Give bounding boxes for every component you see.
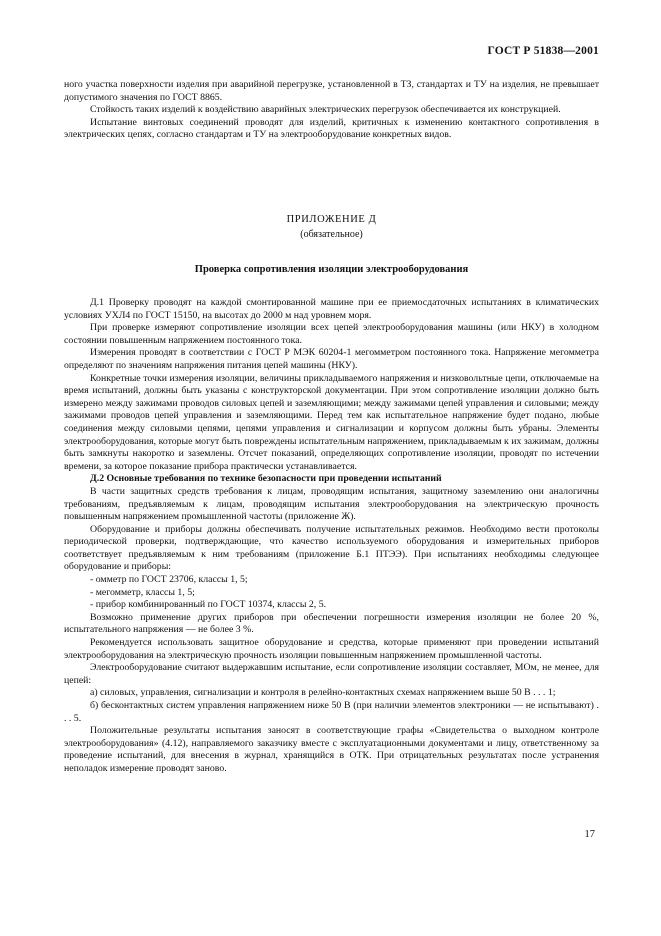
paragraph: Стойкость таких изделий к воздействию аварийных электрических перегрузок обеспечивается их конструкцией. [90, 104, 561, 116]
document-header-standard: ГОСТ Р 51838—2001 [487, 45, 599, 57]
list-item: - мегомметр, классы 1, 5; [90, 586, 195, 598]
list-item: - прибор комбинированный по ГОСТ 10374, классы 2, 5. [90, 599, 327, 611]
paragraph: При проверке измеряют сопротивление изоляции всех цепей электрооборудования машины (или НКУ) в холодном состоянии повышенным напряжением постоянного тока. [64, 322, 599, 346]
paragraph: Измерения проводят в соответствии с ГОСТ Р МЭК 60204-1 мегомметром постоянного тока. Напряжение мегомметра определяют по значениям напряжения питания цепей машины (НКУ). [64, 347, 599, 371]
list-item: - омметр по ГОСТ 23706, классы 1, 5; [90, 574, 248, 586]
paragraph-item-a: а) силовых, управления, сигнализации и контроля в релейно-контактных схемах напряжением выше 50 В . . . 1; [90, 687, 556, 699]
paragraph: Положительные результаты испытания заносят в соответствующие графы «Свидетельства о выходном контроле электрооборудования» (4.12), направляемого заказчику вместе с эксплуатационными документами и лицу, ответственному за проведение испытаний, для внесения в журнал, хранящийся в ОТК. При отрицательных результатах после устранения неполадок измерение проводят заново. [64, 725, 599, 774]
paragraph: Испытание винтовых соединений проводят для изделий, критичных к изменению контактного сопротивления в электрических цепях, согласно стандартам и ТУ на электрооборудование конкретных видов. [64, 116, 599, 141]
paragraph-d1: Д.1 Проверку проводят на каждой смонтированной машине при ее приемосдаточных испытаниях в климатических условиях УХЛ4 по ГОСТ 15150, на высотах до 2000 м над уровнем моря. [64, 297, 599, 321]
paragraph: В части защитных средств требования к лицам, проводящим испытания, защитному заземлению они аналогичны требованиям, предъявляемым к лицам, проводящим испытания электрооборудования на электрическую прочность повышенным напряжением промышленной частоты (приложение Ж). [64, 485, 599, 523]
subsection-heading-d2: Д.2 Основные требования по технике безопасности при проведении испытаний [90, 473, 442, 485]
section-title: Проверка сопротивления изоляции электрооборудования [194, 264, 469, 275]
paragraph-item-b: б) бесконтактных систем управления напряжением ниже 50 В (при наличии элементов электроники — не испытывают) . . . 5. [64, 700, 599, 724]
page-number: 17 [584, 829, 595, 840]
paragraph: Конкретные точки измерения изоляции, величины прикладываемого напряжения и низковольтные цепи, отключаемые на время испытаний, должны быть указаны с конструкторской документации. При этом сопротивление изоляции должно быть измерено между зажимами проводов силовых цепей и заземляющими; между зажимами цепей управления и силовыми; между зажимами проводов цепей управления и заземляющими. Перед тем как испытательное напряжение будет подано, любые соединения между силовыми цепями, цепями управления и сигнализации и корпусом должны быть убраны. Элементы электрооборудования, которые могут быть повреждены испытательным напряжением, прикладываемым к их зажимам, должны быть замкнуты накоротко и заземлены. Отсчет показаний, определяющих сопротивление изоляции, проводят по истечении времени, за которое показание прибора практически устанавливается. [64, 372, 599, 472]
paragraph: Электрооборудование считают выдержавшим испытание, если сопротивление изоляции составляет, МОм, не менее, для цепей: [64, 662, 599, 686]
paragraph: Оборудование и приборы должны обеспечивать получение испытательных режимов. Необходимо вести протоколы периодической проверки, подтверждающие, что качество используемого оборудования и измерительных приборов соответствует предъявляемым к ним требованиям (приложение Б.1 ПТЭЭ). При испытаниях необходимы следующее оборудование и приборы: [64, 523, 599, 573]
paragraph: Возможно применение других приборов при обеспечении погрешности измерения изоляции не более 20 %, испытательного напряжения — не более 3 %. [64, 611, 599, 636]
top-text-block [64, 79, 599, 142]
appendix-subtitle: (обязательное) [300, 229, 363, 240]
paragraph-continuation: ного участка поверхности изделия при аварийной перегрузке, установленной в ТЗ, стандартах и ТУ на изделия, не превышает допустимого значения по ГОСТ 8865. [64, 79, 599, 103]
main-text-block [64, 297, 599, 776]
paragraph: Рекомендуется использовать защитное оборудование и средства, которые применяют при проведении испытаний электрооборудования на электрическую прочность изоляции повышенным напряжением промышленной частоты. [64, 637, 599, 661]
appendix-title: ПРИЛОЖЕНИЕ Д [286, 214, 377, 225]
